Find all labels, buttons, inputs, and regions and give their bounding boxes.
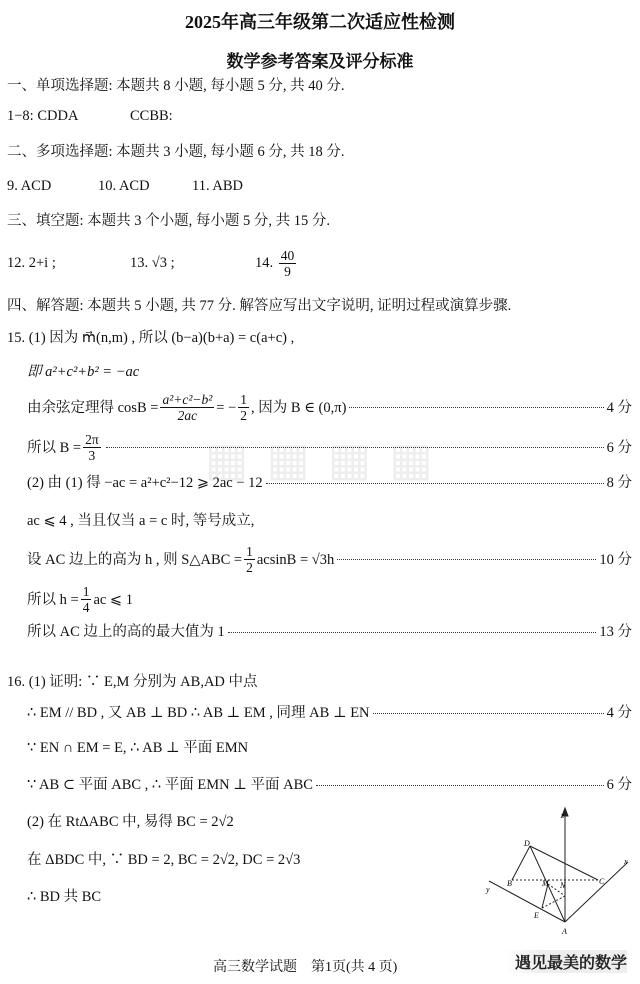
text: = − (216, 399, 237, 416)
answer-9: 9. ACD (7, 178, 52, 194)
text: ac ⩽ 1 (93, 591, 133, 608)
denominator: 2 (240, 408, 248, 423)
watermark: ▦▦▦▦ (205, 432, 451, 486)
label-A: A (562, 927, 567, 936)
denominator: 2 (246, 560, 253, 575)
text: 由余弦定理得 cosB = (27, 399, 159, 416)
text: 所以 AC 边上的高的最大值为 1 (27, 624, 225, 640)
text: ∵ AB ⊂ 平面 ABC , ∴ 平面 EMN ⊥ 平面 ABC (27, 777, 313, 793)
score: 4 分 (606, 399, 632, 416)
denominator: 2ac (177, 408, 198, 423)
text: , 因为 B ∈ (0,π) (251, 399, 347, 416)
answers-1-4: 1−8: CDDA (7, 108, 79, 124)
section-3-heading: 三、填空题: 本题共 3 个小题, 每小题 5 分, 共 15 分. (7, 213, 331, 229)
section-1-heading: 一、单项选择题: 本题共 8 小题, 每小题 5 分, 共 40 分. (7, 78, 345, 94)
answer-11: 11. ABD (192, 178, 244, 194)
page-title: 2025年高三年级第二次适应性检测 (185, 12, 455, 32)
numerator: 40 (280, 248, 295, 264)
q15-line-1: 15. (1) 因为 m⃗(n,m) , 所以 (b−a)(b+a) = c(a+c) , (7, 330, 295, 346)
edge-DC (530, 846, 598, 880)
denominator: 3 (88, 448, 96, 463)
numerator: 1 (82, 584, 90, 599)
denominator: 9 (284, 264, 291, 280)
edge-DB (512, 846, 530, 880)
answer-12: 12. 2+i ; (7, 255, 56, 271)
x-axis (565, 862, 628, 922)
text: 所以 B = (27, 439, 82, 456)
label-D: D (524, 839, 530, 848)
score: 4 分 (606, 705, 632, 721)
page-subtitle: 数学参考答案及评分标准 (226, 52, 414, 71)
q16-line-5: (2) 在 RtΔABC 中, 易得 BC = 2√2 (27, 814, 234, 830)
score: 10 分 (599, 551, 632, 568)
answer-10: 10. ACD (98, 178, 150, 194)
label-B: B (507, 879, 512, 888)
q15-line-6: ac ⩽ 4 , 当且仅当 a = c 时, 等号成立, (27, 513, 255, 529)
numerator: 1 (246, 544, 253, 559)
score: 13 分 (599, 624, 632, 640)
label-z: z (561, 811, 565, 820)
text: (2) 由 (1) 得 −ac = a²+c²−12 ⩾ 2ac − 12 (27, 475, 263, 491)
numerator: a²+c²−b² (162, 392, 213, 407)
text: 设 AC 边上的高为 h , 则 S△ABC = (27, 551, 243, 568)
label-E: E (534, 911, 539, 920)
section-2-heading: 二、多项选择题: 本题共 3 小题, 每小题 6 分, 共 18 分. (7, 144, 345, 160)
text: ∴ EM // BD , 又 AB ⊥ BD ∴ AB ⊥ EM , 同理 AB ⊥ EN (27, 705, 370, 721)
page-footer: 高三数学试题 第1页(共 4 页) (213, 960, 398, 975)
q15-line-2: 即 a²+c²+b² = −ac (27, 364, 140, 380)
score: 6 分 (606, 439, 632, 456)
answer-14-label: 14. (255, 255, 274, 271)
section-4-heading: 四、解答题: 本题共 5 小题, 共 77 分. 解答应写出文字说明, 证明过程或演算步骤. (7, 298, 512, 314)
q16-line-1: 16. (1) 证明: ∵ E,M 分别为 AB,AD 中点 (7, 674, 258, 690)
label-N: N (560, 881, 566, 890)
text: 所以 h = (27, 591, 79, 608)
label-y: y (486, 885, 490, 894)
q16-line-6: 在 ΔBDC 中, ∵ BD = 2, BC = 2√2, DC = 2√3 (27, 852, 301, 868)
denominator: 4 (82, 600, 90, 615)
score: 8 分 (606, 475, 632, 491)
q16-line-7: ∴ BD 共 BC (27, 889, 102, 905)
answer-13: 13. √3 ; (130, 255, 175, 271)
q16-line-3: ∵ EN ∩ EM = E, ∴ AB ⊥ 平面 EMN (27, 740, 249, 756)
answers-5-8: CCBB: (130, 108, 173, 124)
numerator: 2π (85, 432, 99, 447)
score: 6 分 (606, 777, 632, 793)
label-M: M (542, 879, 549, 888)
text: acsinB = √3h (256, 551, 335, 568)
brand-watermark: 遇见最美的数学 (505, 950, 627, 973)
numerator: 1 (240, 392, 248, 407)
label-x: x (624, 857, 628, 866)
label-C: C (599, 877, 605, 886)
